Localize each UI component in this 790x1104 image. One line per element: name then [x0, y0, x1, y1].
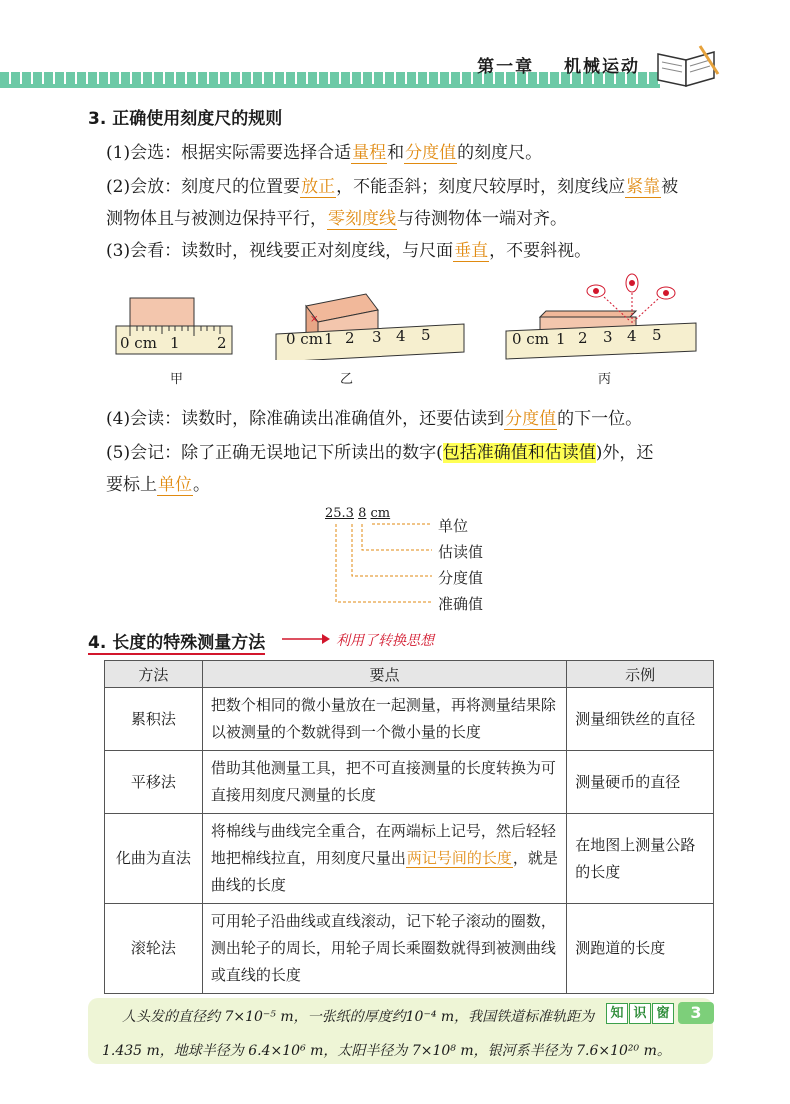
- label-accurate: 准确值: [438, 595, 484, 613]
- figure-label: 丙: [598, 372, 612, 387]
- point-cell: 借助其他测量工具，把不可直接测量的长度转换为可直接用刻度尺测量的长度: [202, 751, 566, 814]
- section-4-title: 4. 长度的特殊测量方法: [88, 628, 265, 655]
- book-icon: [652, 40, 722, 90]
- example-cell: 测跑道的长度: [567, 904, 714, 994]
- chapter-number: 第一章: [477, 57, 535, 77]
- reading-accurate: 25.3: [325, 506, 354, 521]
- table-row: [105, 751, 714, 814]
- rule-record: [106, 438, 653, 463]
- blank-answer: 放正: [301, 177, 336, 197]
- method-cell: 滚轮法: [105, 904, 203, 994]
- blank-answer: 分度值: [505, 409, 557, 429]
- text: (3)会看：读数时，视线要正对刻度线，与尺面: [106, 241, 454, 261]
- example-cell: 测量硬币的直径: [567, 751, 714, 814]
- blank-answer: 量程: [352, 143, 387, 163]
- blank-answer: 紧靠: [626, 177, 661, 197]
- header-rule: [0, 84, 660, 88]
- tick-label: 0 cm: [286, 330, 323, 348]
- rule-record-cont: [106, 470, 210, 495]
- text: )外，还: [595, 443, 654, 463]
- tick-label: 4: [396, 327, 406, 345]
- blank-answer: 零刻度线: [328, 209, 396, 229]
- section-3-title: 3. 正确使用刻度尺的规则: [88, 109, 283, 129]
- rule-choose: [106, 138, 542, 163]
- chapter-heading: [477, 52, 640, 77]
- text: 。: [193, 475, 210, 495]
- tick-label: 1: [324, 330, 334, 348]
- blank-answer: 单位: [158, 475, 192, 495]
- tick-label: 0 cm: [512, 330, 549, 348]
- page-number: 3: [678, 1002, 714, 1024]
- reading-estimate: 8: [358, 506, 367, 521]
- tick-label: 3: [603, 328, 613, 346]
- tip-line-2: 1.435 m，地球半径为 6.4×10⁶ m，太阳半径为 7×10⁸ m，银河系半径为 7.6×10²⁰ m。: [102, 1043, 671, 1059]
- point-cell: 把数个相同的微小量放在一起测量，再将测量结果除以被测量的个数就得到一个微小量的长度: [202, 688, 566, 751]
- tip-badge-char: 知: [606, 1003, 628, 1024]
- example-cell: 在地图上测量公路的长度: [567, 814, 714, 904]
- measurement-methods-table: [104, 660, 714, 994]
- tip-line-1: 人头发的直径约 7×10⁻⁵ m，一张纸的厚度约10⁻⁴ m，我国铁道标准轨距为: [122, 1009, 595, 1025]
- tick-label: 5: [652, 326, 662, 344]
- tip-badge-char: 窗: [652, 1003, 674, 1024]
- tick-label: 2: [578, 329, 588, 347]
- blank-answer: 垂直: [454, 241, 489, 261]
- text: (5)会记：除了正确无误地记下所读出的数字(: [106, 443, 443, 463]
- table-row: [105, 814, 714, 904]
- tick-label: 1: [170, 334, 180, 352]
- text: ，就是曲线的长度: [210, 849, 558, 894]
- column-header: 要点: [202, 661, 566, 688]
- text: (1)会选：根据实际需要选择合适: [106, 143, 352, 163]
- tick-label: 4: [627, 327, 637, 345]
- ruler-figure-b: [270, 290, 470, 360]
- label-unit: 单位: [438, 517, 469, 535]
- tick-label: 5: [421, 326, 431, 344]
- column-header: 方法: [105, 661, 203, 688]
- label-estimate: 估读值: [438, 543, 484, 561]
- column-header: 示例: [567, 661, 714, 688]
- text: 测物体且与被测边保持平行，: [106, 209, 327, 229]
- table-row: [105, 904, 714, 994]
- figure-label: 甲: [170, 372, 184, 387]
- rule-look: [106, 236, 591, 261]
- rule-place-cont: [106, 204, 567, 229]
- table-row: [105, 688, 714, 751]
- method-cell: 累积法: [105, 688, 203, 751]
- rule-place: [106, 172, 678, 197]
- arrow-icon: [280, 632, 330, 646]
- point-cell: [202, 814, 566, 904]
- reading-unit: cm: [370, 506, 391, 521]
- handwritten-note: 利用了转换思想: [336, 633, 434, 649]
- point-cell: 可用轮子沿曲线或直线滚动，记下轮子滚动的圈数，测出轮子的周长，用轮子周长乘圈数就得到被测曲线或直线的长度: [202, 904, 566, 994]
- text: (4)会读：读数时，除准确读出准确值外，还要估读到: [106, 409, 505, 429]
- tick-label: 2: [345, 329, 355, 347]
- text: 被: [661, 177, 679, 197]
- tip-badge-char: 识: [629, 1003, 651, 1024]
- example-cell: 测量细铁丝的直径: [567, 688, 714, 751]
- blank-answer: 两记号间的长度: [406, 849, 512, 867]
- table-header-row: [105, 661, 714, 688]
- text: 和: [387, 143, 405, 163]
- tick-label: 3: [372, 328, 382, 346]
- reading-example: [325, 506, 390, 521]
- svg-text:×: ×: [310, 314, 319, 325]
- figure-label: 乙: [340, 372, 354, 387]
- blank-answer: 分度值: [405, 143, 457, 163]
- method-cell: 平移法: [105, 751, 203, 814]
- text: 的刻度尺。: [457, 143, 543, 163]
- text: 要标上: [106, 475, 157, 495]
- text: 的下一位。: [557, 409, 643, 429]
- method-cell: 化曲为直法: [105, 814, 203, 904]
- tick-label: 2: [217, 334, 227, 352]
- text: 将棉线与曲线完全重合，在两端标上记号，然后轻轻地把棉线拉直，用刻度尺量出: [210, 822, 556, 867]
- text: (2)会放：刻度尺的位置要: [106, 177, 301, 197]
- tick-label: 0 cm: [120, 334, 157, 352]
- chapter-topic: 机械运动: [564, 57, 640, 77]
- tick-label: 1: [556, 330, 566, 348]
- text: ，不要斜视。: [489, 241, 592, 261]
- highlighted-answer: 包括准确值和估读值: [442, 443, 596, 463]
- reading-leader-lines: [322, 520, 442, 612]
- text: ，不能歪斜；刻度尺较厚时，刻度线应: [336, 177, 626, 197]
- eye-icon: [587, 274, 675, 299]
- text: 与待测物体一端对齐。: [397, 209, 567, 229]
- rule-read: [106, 404, 642, 429]
- label-division: 分度值: [438, 569, 484, 587]
